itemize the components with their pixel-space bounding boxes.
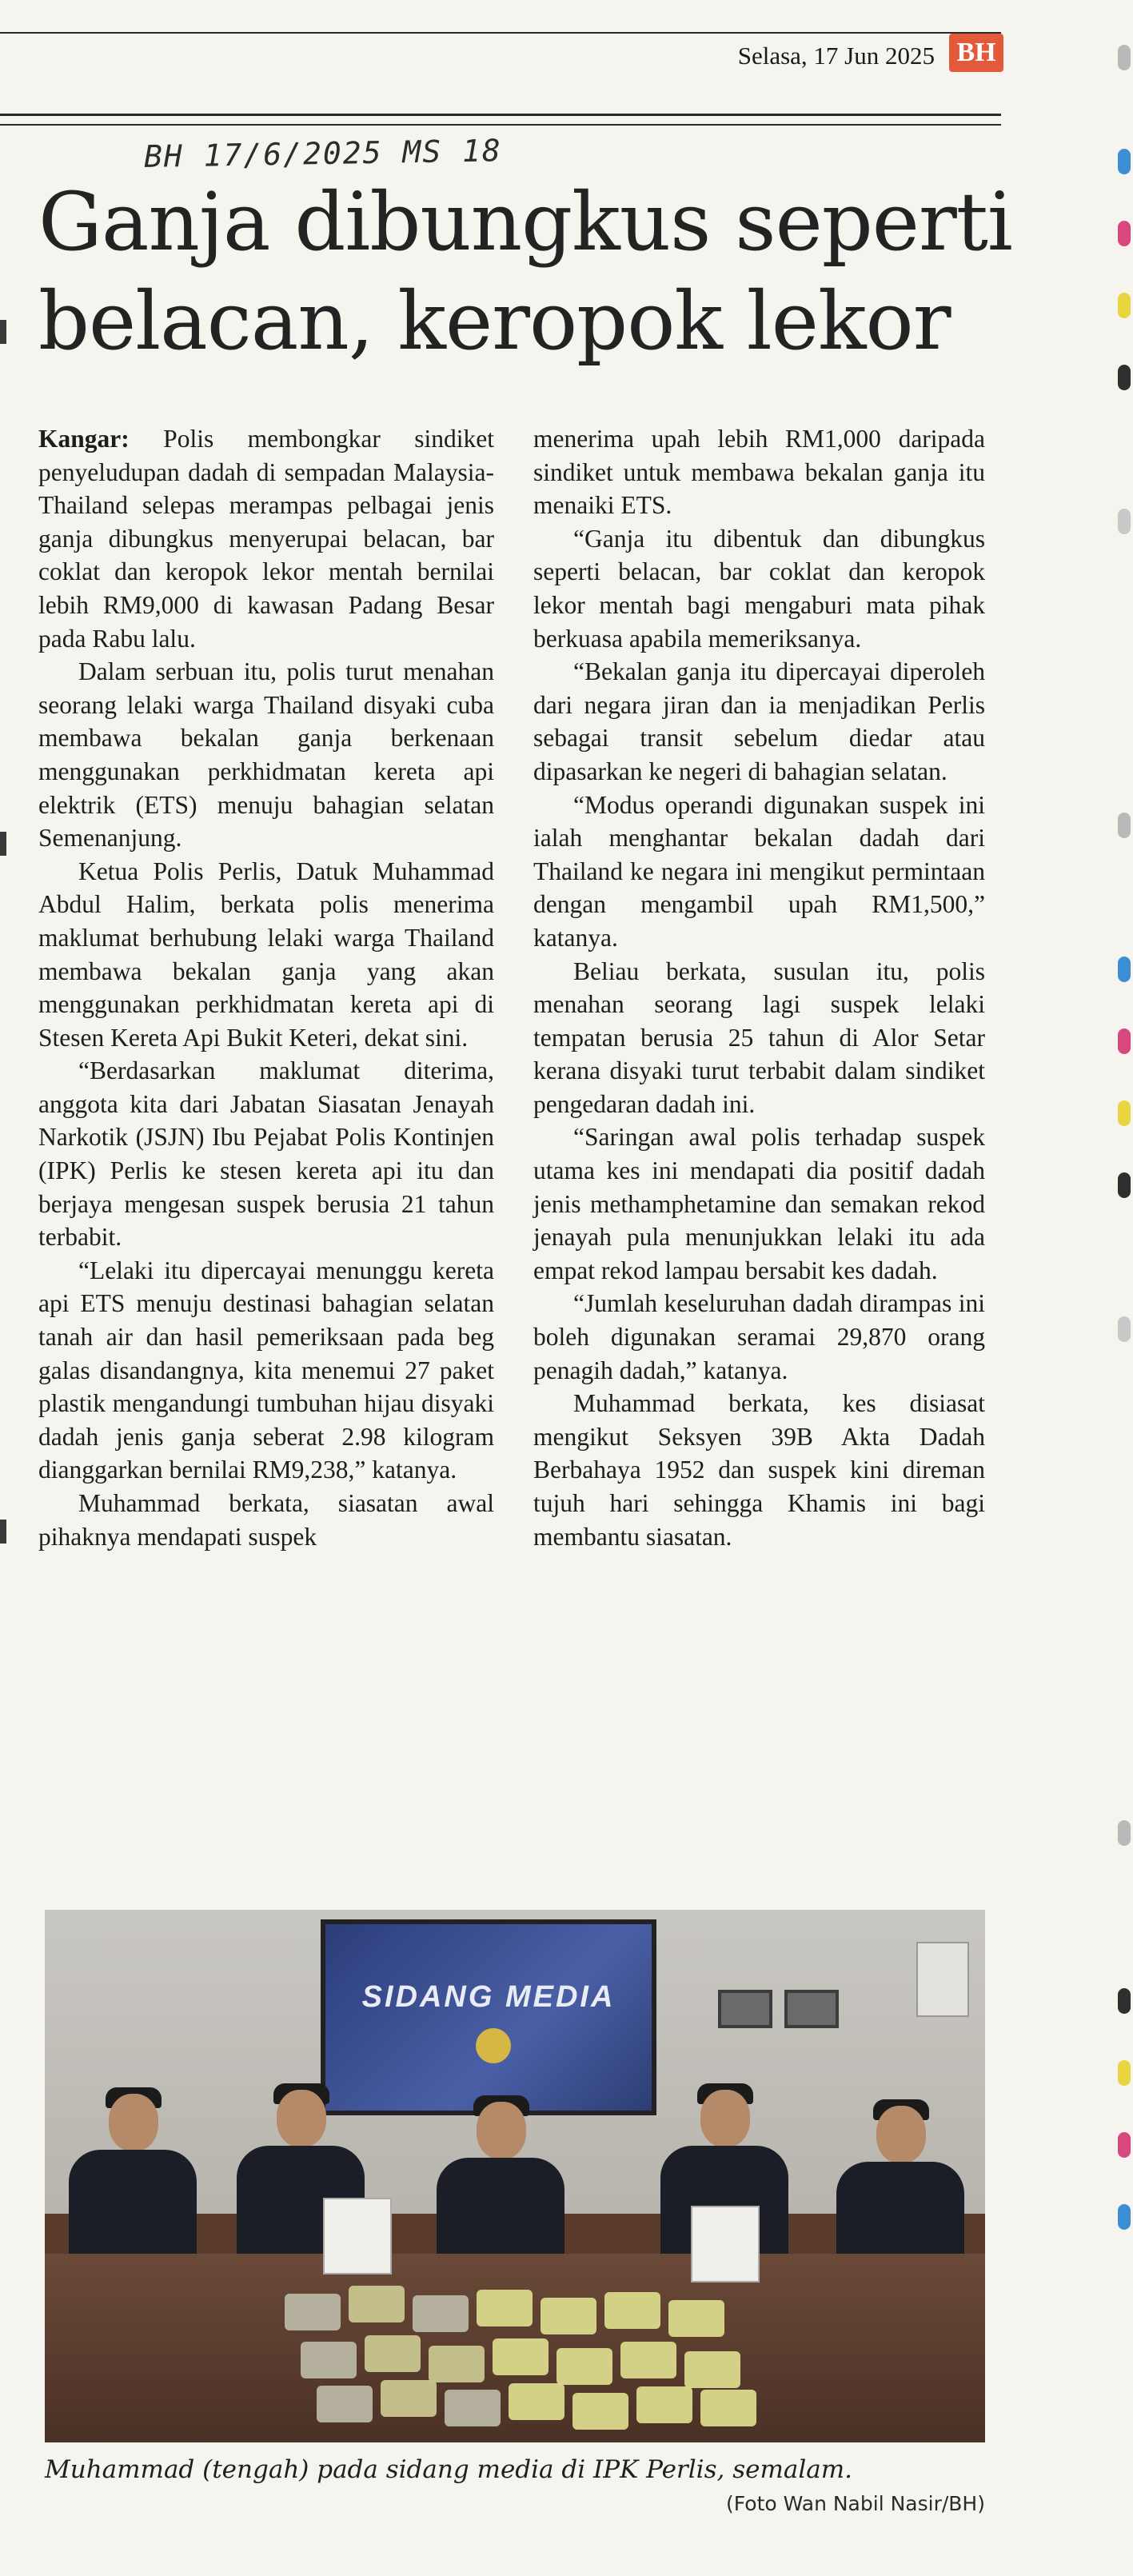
edge-mark <box>1118 45 1131 70</box>
banner-text: SIDANG MEDIA <box>361 1980 616 2014</box>
article-paragraph: “Bekalan ganja itu dipercayai diperoleh dari negara jiran dan ia menjadikan Perlis sebagai transit sebelum diedar atau dipasarkan ke negeri di bahagian selatan. <box>533 657 985 785</box>
article-paragraph <box>38 422 494 655</box>
seized-packets <box>285 2286 764 2430</box>
article-paragraph: “Jumlah keseluruhan dadah dirampas ini boleh digunakan seramai 29,870 orang penagih dadah,” katanya. <box>533 1289 985 1384</box>
edge-mark <box>1118 2060 1131 2086</box>
edge-mark <box>1118 365 1131 390</box>
edge-mark <box>0 320 6 344</box>
headline-line-1: Ganja dibungkus seperti <box>38 175 1012 269</box>
officer-figure <box>836 2106 964 2250</box>
article-paragraph: “Ganja itu dibentuk dan dibungkus seperti belacan, bar coklat dan keropok lekor mentah bagi mengaburi mata pihak berkuasa apabila memeriksanya. <box>533 524 985 653</box>
article-paragraph: “Berdasarkan maklumat diterima, anggota kita dari Jabatan Siasatan Jenayah Narkotik (JSJN) Ibu Pejabat Polis Kontinjen (IPK) Perlis ke stesen kereta api itu dan berjaya mengesan suspek berusia 21 tahun terbabit. <box>38 1056 494 1252</box>
article-paragraph: menerima upah lebih RM1,000 daripada sindiket untuk membawa bekalan ganja itu menaiki ETS. <box>533 425 985 520</box>
edge-mark <box>1118 509 1131 534</box>
article-paragraph: “Saringan awal polis terhadap suspek utama kes ini mendapati dia positif dadah jenis methamphetamine dan semakan rekod jenayah pula menunjukkan lelaki itu ada empat rekod lampau bersabit kes dadah. <box>533 1123 985 1284</box>
exhibit-placard <box>323 2198 392 2274</box>
edge-mark <box>1118 293 1131 318</box>
article-paragraph: Ketua Polis Perlis, Datuk Muhammad Abdul Halim, berkata polis menerima maklumat berhubung lelaki warga Thailand membawa bekalan ganja yang akan menggunakan perkhidmatan kereta api di Stesen Kereta Api Bukit Keteri, dekat sini. <box>38 857 494 1052</box>
bh-logo: BH <box>949 34 1003 72</box>
edge-mark <box>1118 1028 1131 1054</box>
article-paragraph: Muhammad berkata, siasatan awal pihaknya mendapati suspek <box>38 1489 494 1551</box>
officer-figure <box>437 2102 565 2246</box>
edge-mark <box>0 1520 6 1544</box>
header-date: Selasa, 17 Jun 2025 <box>737 42 935 70</box>
police-crest-icon <box>476 2028 511 2063</box>
dateline: Kangar: <box>38 425 130 453</box>
article-paragraph: Muhammad berkata, kes disiasat mengikut Seksyen 39B Akta Dadah Berbahaya 1952 dan suspek kini direman tujuh hari sehingga Khamis ini bagi membantu siasatan. <box>533 1389 985 1551</box>
edge-mark <box>1118 813 1131 838</box>
exhibit-placard <box>691 2206 760 2282</box>
edge-mark <box>1118 957 1131 982</box>
media-banner <box>321 1919 656 2115</box>
photo-caption: Muhammad (tengah) pada sidang media di IPK Perlis, semalam. <box>45 2455 852 2484</box>
article-paragraph: “Lelaki itu dipercayai menunggu kereta api ETS menuju destinasi bahagian selatan tanah air dan hasil pemeriksaan pada beg galas disandangnya, kita menemui 27 paket plastik mengandungi tumbuhan hijau disyaki dadah jenis ganja seberat 2.98 kilogram dianggarkan bernilai RM9,238,” katanya. <box>38 1256 494 1484</box>
photo-credit: (Foto Wan Nabil Nasir/BH) <box>726 2492 985 2515</box>
wall-frame <box>718 1990 772 2028</box>
press-conference-photo <box>45 1910 985 2442</box>
article-paragraph: “Modus operandi digunakan suspek ini ialah menghantar bekalan dadah dari Thailand ke negara ini mengikut permintaan dengan mengambil upah RM1,500,” katanya. <box>533 790 985 952</box>
edge-mark <box>1118 1172 1131 1198</box>
edge-mark <box>1118 2204 1131 2230</box>
handwritten-note: BH 17/6/2025 MS 18 <box>143 133 503 174</box>
paragraph-text: Polis membongkar sindiket penyeludupan dadah di sempadan Malaysia-Thailand selepas merampas pelbagai jenis ganja dibungkus menyerupai belacan, bar coklat dan keropok lekor mentah bernilai lebih RM9,000 di kawasan Padang Besar pada Rabu lalu. <box>38 425 494 653</box>
article-paragraph: Beliau berkata, susulan itu, polis menahan seorang lagi suspek lelaki tempatan berusia 25 tahun di Alor Setar kerana disyaki turut terbabit dalam sindiket pengedaran dadah ini. <box>533 957 985 1118</box>
headline-line-2: belacan, keropok lekor <box>38 274 951 368</box>
edge-mark <box>1118 1100 1131 1126</box>
edge-mark <box>1118 1316 1131 1342</box>
wall-notice <box>916 1942 969 2017</box>
masthead-double-rule <box>0 114 1001 126</box>
edge-mark <box>0 832 6 856</box>
headline <box>38 173 1014 371</box>
edge-mark <box>1118 1988 1131 2014</box>
edge-mark <box>1118 1820 1131 1846</box>
wall-frame <box>784 1990 839 2028</box>
edge-mark <box>1118 149 1131 174</box>
article-column-right <box>533 422 985 1553</box>
edge-mark <box>1118 2132 1131 2158</box>
officer-figure <box>69 2094 197 2238</box>
article-column-left <box>38 422 494 1553</box>
article-paragraph: Dalam serbuan itu, polis turut menahan seorang lelaki warga Thailand disyaki cuba membawa bekalan ganja berkenaan menggunakan perkhidmatan kereta api elektrik (ETS) menuju bahagian selatan Semenanjung. <box>38 657 494 853</box>
edge-mark <box>1118 221 1131 246</box>
